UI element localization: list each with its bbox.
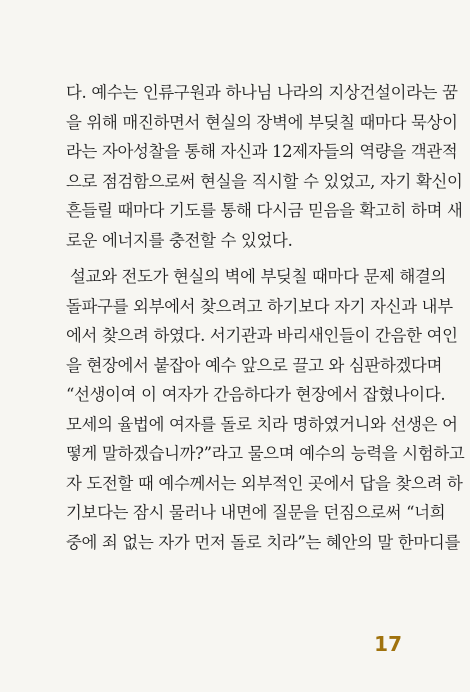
paragraph-1	[66, 78, 463, 255]
text-line: 자 도전할 때 예수께서는 외부적인 곳에서 답을 찾으려 하	[66, 473, 463, 493]
paragraph-2	[66, 262, 465, 557]
text-line: 흔들릴 때마다 기도를 통해 다시금 믿음을 확고히 하며 새	[66, 201, 463, 220]
text-line: “선생이여 이 여자가 간음하다가 현장에서 잡혔나이다.	[66, 385, 446, 404]
text-line: 라는 자아성찰을 통해 자신과 12제자들의 역량을 객관적	[66, 142, 458, 161]
text-line: 을 현장에서 붙잡아 예수 앞으로 끌고 와 심판하겠다며	[66, 355, 443, 375]
text-line: 돌파구를 외부에서 찾으려고 하기보다 자기 자신과 내부	[66, 296, 453, 316]
text-line: 로운 에너지를 충전할 수 있었다.	[66, 230, 293, 250]
text-line: 설교와 전도가 현실의 벽에 부딪칠 때마다 문제 해결의	[70, 267, 447, 286]
page-body	[66, 78, 465, 557]
text-line: 떻게 말하겠습니까?”라고 물으며 예수의 능력을 시험하고	[66, 444, 465, 463]
text-line: 으로 점검함으로써 현실을 직시할 수 있었고, 자기 확신이	[66, 171, 463, 191]
text-line: 중에 죄 없는 자가 먼저 돌로 치라”는 혜안의 말 한마디를	[66, 532, 461, 552]
page-number: 17	[374, 632, 402, 656]
text-line: 에서 찾으려 하였다. 서기관과 바리새인들이 간음한 여인	[66, 326, 458, 345]
text-line: 다. 예수는 인류구원과 하나님 나라의 지상건설이라는 꿈	[66, 83, 458, 102]
page-footer	[374, 632, 402, 656]
text-line: 기보다는 잠시 물러나 내면에 질문을 던짐으로써 “너희	[66, 503, 446, 522]
text-line: 모세의 율법에 여자를 돌로 치라 명하였거니와 선생은 어	[66, 414, 458, 434]
text-line: 을 위해 매진하면서 현실의 장벽에 부딪칠 때마다 묵상이	[66, 112, 458, 132]
